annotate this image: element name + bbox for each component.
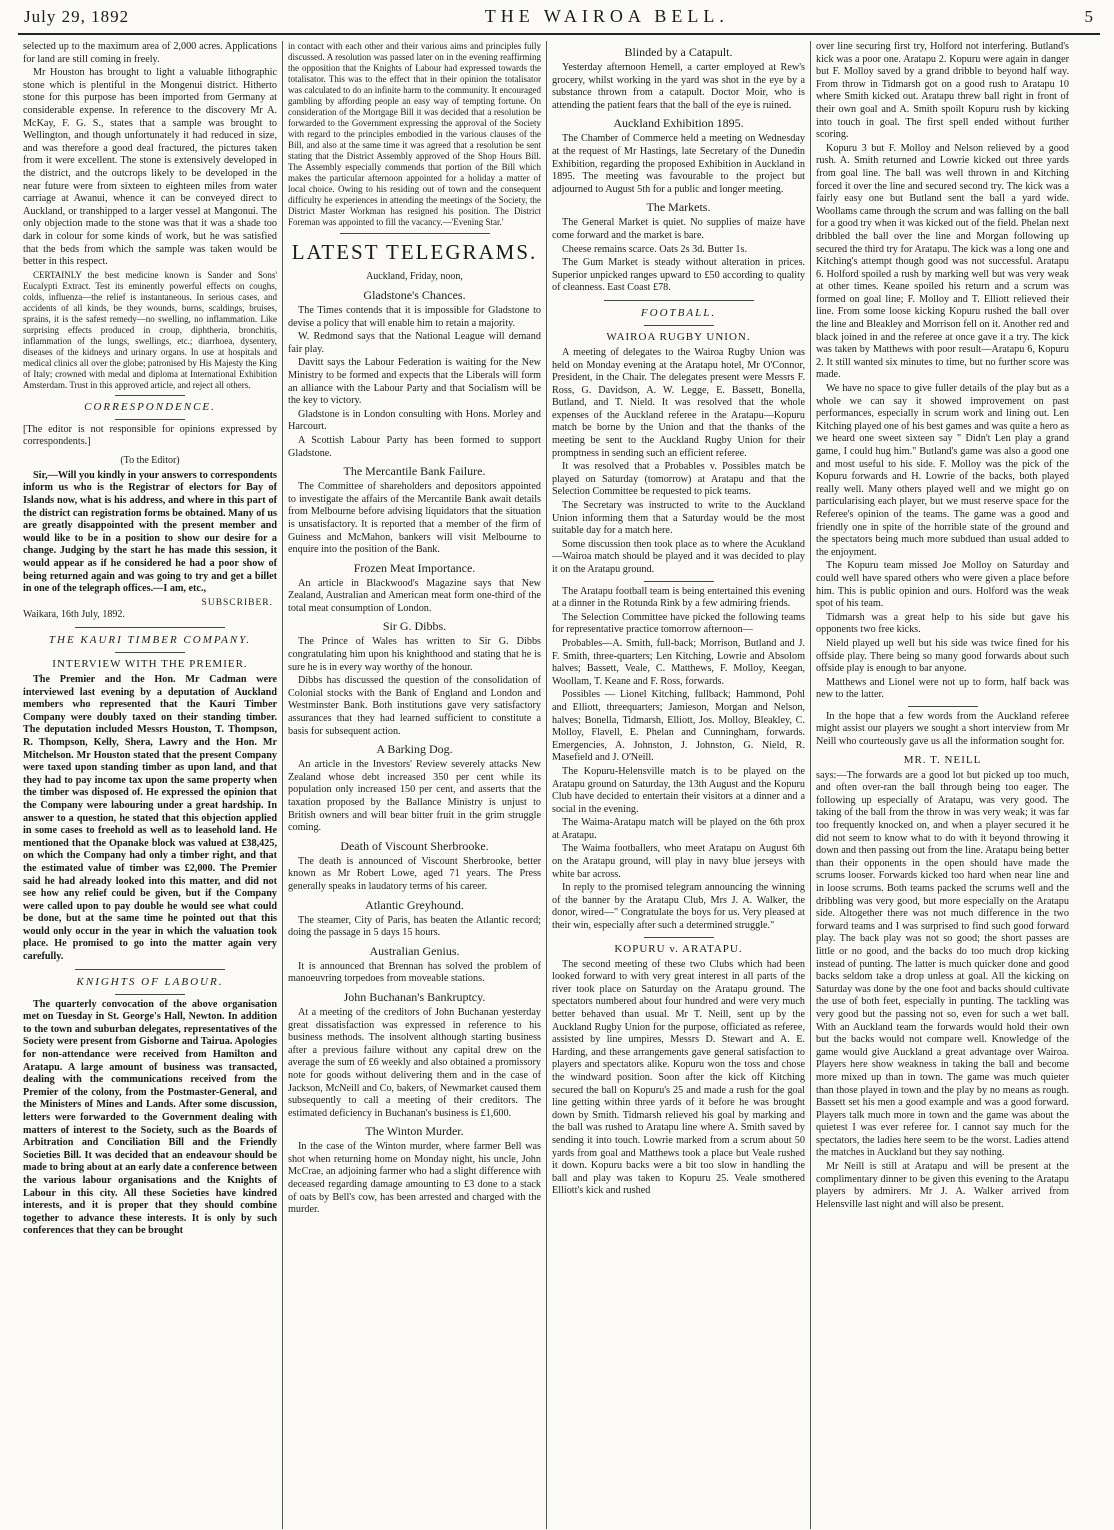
telegram-heading: Australian Genius. bbox=[369, 943, 460, 958]
article-text: Possibles — Lionel Kitching, fullback; Hammond, Pohl and Elliott, threequarters; Jamieson, Morgan and Nelson, halves; Bonella, Tidmarsh, Elliott, Jos. Molloy, Bleakley, C. Molloy, Flavell, E. Phelan and Cunningham, forwards. Emergencies, A. Johnston, J. Johnston, G. Nield, R. Masefield and J. O'Neill. bbox=[552, 689, 805, 764]
telegram-heading: Frozen Meat Importance. bbox=[353, 560, 476, 575]
column-4 bbox=[810, 41, 1074, 1529]
telegram-heading: Blinded by a Catapult. bbox=[624, 45, 733, 59]
article-text: Tidmarsh was a great help to his side but gave his opponents two free kicks. bbox=[816, 611, 1069, 636]
article-text: selected up to the maximum area of 2,000 acres. Applications for land are still coming in freely. bbox=[23, 41, 277, 65]
telegram-heading: John Buchanan's Bankruptcy. bbox=[343, 989, 486, 1004]
article-text: The Waima footballers, who meet Aratapu on August 6th on the Aratapu ground, will play in navy blue jerseys with white bar across. bbox=[552, 843, 805, 880]
issue-date: July 29, 1892 bbox=[24, 7, 130, 26]
divider bbox=[115, 994, 185, 995]
telegram-heading: Auckland Exhibition 1895. bbox=[613, 116, 744, 131]
article-text: The Secretary was instructed to write to the Auckland Union informing them that a Saturday would be the most suitable day for a match here. bbox=[552, 500, 805, 537]
telegram-heading: Death of Viscount Sherbrooke. bbox=[340, 838, 489, 853]
section-heading: KNIGHTS OF LABOUR. bbox=[76, 975, 224, 988]
telegram-text: The Chamber of Commerce held a meeting on Wednesday at the request of Mr Hastings, late Secretary of the Dunedin Exhibition, regarding the proposed Exhibition in Auckland in 1895. The meeting was favourable to the project but adjourned to August 5th for a public and longer meeting. bbox=[552, 133, 805, 195]
letter-body: Sir,—Will you kindly in your answers to correspondents inform us who is the Registrar of electors for Bay of Islands now, what is his address, and where in this part of the district can registration forms be obtained. Many of us are greatly disappointed with the present member and would like to be in a position to show our desire for a change. Judging by the start he has made this session, it would appear as if he considered he had a poor show of being returned again and was going to try and get a billet in one of the telegraph offices.—I am, etc., bbox=[23, 469, 277, 595]
article-text: The quarterly convocation of the above organisation met on Tuesday in St. George's Hall, Newton. In addition to the town and suburban delegates, representatives of the Society were present from Gisborne and Tairua. Apologies for non-attendance were received from Hamilton and Aratapu. A large amount of business was transacted, dealing with the communications received from the Premier of the colony, from the Postmaster-General, and the Ministers of Mines and Lands. After some discussion, letters were forwarded to the Government dealing with matters of interest to the Society, such as the Boards of Arbitration and Conciliation Bill and the Friendly Societies Bill. It was decided that an endeavour should be made to bring about at an early date a conference between the various labour organisations and the Knights of Labour in this city. All these Societies have kindred interests, and it is proper that they should combine together to advance these interests. It is only by such conferences that they can be brought bbox=[23, 998, 277, 1237]
column-1 bbox=[18, 41, 282, 1529]
letter-address: (To the Editor) bbox=[120, 454, 180, 466]
page-number: 5 bbox=[1084, 7, 1094, 26]
telegram-text: The Committee of shareholders and depositors appointed to investigate the affairs of the Mercantile Bank await details from Melbourne before advising liquidators that the situation is unsatisfactory. It is reported that a member of the firm of Guiness and McMahon, bankers will visit Melbourne to enquire into the position of the Bank. bbox=[288, 481, 541, 556]
sub-heading: INTERVIEW WITH THE PREMIER. bbox=[52, 658, 248, 670]
section-heading: CORRESPONDENCE. bbox=[84, 400, 216, 413]
telegram-text: It is announced that Brennan has solved the problem of manoeuvring torpedoes from moveable stations. bbox=[288, 960, 541, 985]
article-text: In reply to the promised telegram announcing the winning of the banner by the Aratapu Club, Mrs J. A. Walker, the donor, wired—" Congratulate the boys for us. Very pleased at their win, especially after such a determined struggle." bbox=[552, 882, 805, 932]
article-text: Nield played up well but his side was twice fined for his offside play. There being so many good forwards about such offside play is enough to bar anyone. bbox=[816, 637, 1069, 675]
article-text: Mr Houston has brought to light a valuable lithographic stone which is plentiful in the Mongenui district. Hitherto stone for this purpose has been imported from Germany at considerable expense. In reference to the discovery Mr A. McKay, F. G. S., states that a sample was brought to Wellington, and though unfortunately it had reduced in size, and was therefore a good deal fractured, the pictures taken from it were excellent. The stone is extensively developed in the district, and the outcrops likely to be developed in the near future were from sixteen to eighteen miles from water carriage at Awanui, whence it can be conveyed direct to Auckland, or transhipped to a larger vessel at Mangonui. The only objection made to the stone was that it was a shade too dark in colour for some kinds of work, but he was satisfied that the beds from which the sample was taken would be better in this respect. bbox=[23, 67, 277, 268]
divider bbox=[340, 233, 490, 234]
telegram-text: At a meeting of the creditors of John Buchanan yesterday great dissatisfaction was expressed in reference to his business methods. The insolvent although starting business after a previous failure without any capital drew on the average the sum of £6 weekly and also obtained a promissory note for goods without delivering them and in the case of Jackson, McNeill and Co, bakers, of Newmarket caused them subsequently to call a meeting of their creditors. The estimated deficiency in Buchanan's business is £1,600. bbox=[288, 1006, 541, 1119]
sub-heading: MR. T. NEILL bbox=[903, 753, 982, 766]
article-text: Matthews and Lionel were not up to form, half back was new to the latter. bbox=[816, 676, 1069, 701]
article-text: The Waima-Aratapu match will be played on the 6th prox at Aratapu. bbox=[552, 817, 805, 841]
divider bbox=[604, 300, 754, 301]
telegram-heading: The Markets. bbox=[646, 200, 711, 215]
section-heading: LATEST TELEGRAMS. bbox=[291, 240, 538, 264]
article-text: over line securing first try, Holford not interfering. Butland's kick was a poor one. Aratapu 2. Kopuru were again in danger but F. Molloy saved by a grand dribble to beyond half way. From throw in Tidmarsh got on a good rush to Aratapu 10 where Smith kicked out. Aratapu threw ball right in front of their own goal and A. Smith spoilt Kopuru rush by kicking into touch in goal. The first spell ended without further scoring. bbox=[816, 41, 1069, 141]
article-text: Mr Neill is still at Aratapu and will be present at the complimentary dinner to be given this evening to the Aratapu players by admirers. Mr J. A. Walker arrived from Helensville last night and will also be present. bbox=[816, 1161, 1069, 1210]
divider bbox=[115, 652, 185, 653]
telegram-text: The Gum Market is steady without alteration in prices. Superior unpicked ranges upward to £50 according to quality of cleanness. East Coast £78. bbox=[552, 257, 805, 294]
column-3 bbox=[546, 41, 810, 1529]
article-text: in contact with each other and their various aims and principles fully discussed. A resolution was passed later on in the evening reaffirming the opposition that the Knights of Labour had expressed towards the totalisator. This was to the effect that in their opinion the totalisator was calculated to do an infinite harm to the community. It encouraged gambling by affording people an easy way of tempting fortune. On consideration of the Mortgage Bill it was decided that a resolution be forwarded to the Government expressing the approval of the Society with regard to the principles embodied in the various clauses of the Bill, and also at the same time it was agreed that a resolution be sent stating that the District Assembly approved of the Shop Hours Bill. The Assembly especially commends that portion of the Bill which makes the particular afternoon appointed for a holiday a matter of local choice. Owing to his residing out of town and the consequent difficulty he experiences in attending the meetings of the Society, the District Master Workman has resigned his position. The District Foreman was appointed to fill the vacancy.—'Evening Star.' bbox=[288, 41, 541, 227]
article-text: In the hope that a few words from the Auckland referee might assist our players we sought a short interview from Mr Neill who courteously gave us all the information sought for. bbox=[816, 710, 1069, 748]
divider bbox=[644, 581, 714, 582]
editor-note: [The editor is not responsible for opinions expressed by correspondents.] bbox=[23, 423, 277, 448]
letter-signature: SUBSCRIBER. bbox=[201, 597, 273, 608]
article-text: The Kopuru-Helensville match is to be played on the Aratapu ground on Saturday, the 13th August and the Kopuru Club have decided to entertain their visitors at a dinner and a social in the evening. bbox=[552, 765, 805, 815]
telegram-text: Yesterday afternoon Hemell, a carter employed at Rew's grocery, whilst working in the yard was shot in the eye by a substance thrown from a catapult. Doctor Moir, who is attending the patient fears that the ball of the eye is ruined. bbox=[552, 62, 805, 111]
article-text: The second meeting of these two Clubs which had been looked forward to with very great interest in all parts of the river took place on Saturday on the Aratapu ground. The spectators numbered about four hundred and were very much better behaved than usual. Mr T. Neill, sent up by the Auckland Rugby Union for the purpose, officiated as referee, assisted by line umpires, Messrs D. Stewart and A. E. Harding, and these arrangements gave general satisfaction to players and spectators alike. Kopuru won the toss and chose the windward position. Soon after the kick off Kitching secured the ball on Kopuru's 25 and made a rush for the goal line getting within three yards of it before he was brought down by Smith. Tidmarsh relieved his goal by marking and the ball was rushed to Aratapu line where A. Smith saved by sending it into touch. Lowrie marked from a scrum about 50 yards from goal and Matthews took a place but Veale rushed it down. Kopuru backs were a bit too slow in handling the ball and play was taken to Kopuru 25. Veale smothered Elliott's kick and rushed bbox=[552, 958, 805, 1197]
telegram-heading: Atlantic Greyhound. bbox=[365, 897, 464, 912]
telegram-text: A Scottish Labour Party has been formed to support Gladstone. bbox=[288, 434, 541, 459]
telegram-text: An article in the Investors' Review severely attacks New Zealand whose debt increased 350 per cent while its population only increased 150 per cent, and asserts that the taxation proposed by the Ballance Ministry is unjust to British owners and will bear bitter fruit in the grim struggle coming. bbox=[288, 759, 541, 834]
telegram-text: An article in Blackwood's Magazine says that New Zealand, Australian and American meat form one-third of the total meat consumption of London. bbox=[288, 577, 541, 614]
telegram-text: The death is announced of Viscount Sherbrooke, better known as Mr Robert Lowe, aged 71 years. The Press generally speaks in laudatory terms of his career. bbox=[288, 855, 541, 892]
telegram-heading: The Mercantile Bank Failure. bbox=[343, 464, 486, 479]
article-text: Kopuru 3 but F. Molloy and Nelson relieved by a good rush. A. Smith returned and Lowrie kicked out three yards from goal line. The ball was well thrown in and Kitching forced it over the line and secured second try. The kick was a fairly easy one but Butland sent the ball a yard wide. Woollams came through the scrum and was falling on the ball for a good try when it was kicked out of the field. Phelan next dribbled the ball over the line and Morgan following up secured the third try for Aratapu. The kick was a long one and Kitching's attempt though good was not successful. Aratapu 6. Holford spoiled a rush by marking well but was very weak at other times. Keane spoiled his return and a scrum was formed on goal line; F. Molloy and T. Elliott relieved their line. From some loose kicking Kopuru rushed the ball over the line and Bleakley and Morrison fell on it. Another red and black joined in and the referee at once gave it a try. The kick was taken by Matthews with poor result—Aratapu 6, Kopuru 2. It still wanted six minutes to time, but no further score was made. bbox=[816, 142, 1069, 381]
article-text: It was resolved that a Probables v. Possibles match be played on Saturday (tomorrow) at Aratapu and that the Selection Committee be requested to pick teams. bbox=[552, 461, 805, 498]
telegram-heading: Sir G. Dibbs. bbox=[382, 619, 447, 634]
newspaper-title: THE WAIROA BELL. bbox=[484, 6, 729, 26]
letter-place: Waikara, 16th July, 1892. bbox=[23, 609, 125, 621]
columns bbox=[18, 41, 1100, 1529]
article-text: says:—The forwards are a good lot but picked up too much, and often over-ran the ball through being too eager. The following up especially of Aratapu, was very good. The taking of the ball from the throw in was very weak; it was far too frequently knocked on, and when a player secured it he did not seem to know what to do with it beyond throwing it down and then passing out from the line. Aratapu being better than their opponents in the open should have made the scrums looser. Forwards kicked too hard when near line and in loose scrums. Both teams packed the scrums well and the dribbling was very good, but more especially on the Aratapu side. Altogether there was not much difference in the two forward teams and I was surprised to find such good forward play. The back play was not so good; the short passes are little or no good, and the backs do too much drop kicking instead of punting. The latter is much quicker done and good backs seldom take a drop unless at goal. All the kicking on Saturday was done by the one foot and backs should cultivate the use of both feet, especially in punting. The tackling was very good but the passing not so, even for such a wet ball. With an Auckland team the forwards would hold their own but the backs would not compare well. Knowledge of the game would give Auckland a great advantage over Wairoa. Players here show weakness in taking the ball and become more mixed up than in town. The game was much quieter than those played in town and the play by no means as rough. Bassett set his men a good example and was a good forward. Players talk much more in town and the game was about the quietest I was ever referee for. I cannot say much for the spectators, the ladies here seem to be the worst. Ladies attend the matches in Auckland but they say nothing. bbox=[816, 769, 1069, 1159]
sub-heading: KOPURU v. ARATAPU. bbox=[614, 942, 743, 955]
telegram-text: Gladstone is in London consulting with Hons. Morley and Harcourt. bbox=[288, 408, 541, 433]
divider bbox=[75, 627, 225, 628]
telegram-text: The Times contends that it is impossible for Gladstone to devise a policy that will enable him to retain a majority. bbox=[288, 305, 541, 329]
article-text: A meeting of delegates to the Wairoa Rugby Union was held on Monday evening at the Aratapu hotel, Mr O'Connor, President, in the Chair. The delegates present were Messrs F. Ross, G. Davidson, A. W. Legge, E. Bassett, Bonella, Butland, and T. Nield. It was resolved that the whole expenses of the Auckland referee in the Aratapu—Kopuru match be borne by the Union and that the thanks of the meeting be sent to the Auckland Rugby Union for their promptness in sending such an efficient referee. bbox=[552, 346, 805, 459]
article-text: Some discussion then took place as to where the Acukland—Wairoa match should be played and it was decided to play it on the Aratapu ground. bbox=[552, 538, 805, 575]
section-heading: FOOTBALL. bbox=[640, 306, 717, 319]
telegram-heading: A Barking Dog. bbox=[376, 742, 453, 757]
article-text: The Aratapu football team is being entertained this evening at a dinner in the Rotunda Rink by a few admiring friends. bbox=[552, 585, 805, 610]
article-text: The Kopuru team missed Joe Molloy on Saturday and could well have spared others who were given a place before him. This is public opinion and ours. Holford was the weak spot of his team. bbox=[816, 560, 1069, 610]
telegram-heading: Gladstone's Chances. bbox=[363, 288, 466, 302]
telegram-text: W. Redmond says that the National League will demand fair play. bbox=[288, 331, 541, 355]
telegram-text: Dibbs has discussed the question of the consolidation of Colonial stocks with the Bank of England and London and Westminster Bank. Both institutions gave very satisfactory assurances that they had learned sufficient to constitute a basis for subsequent action. bbox=[288, 675, 541, 737]
telegram-text: The General Market is quiet. No supplies of maize have come forward and the market is bare. bbox=[552, 217, 805, 241]
telegram-text: The Prince of Wales has written to Sir G. Dibbs congratulating him upon his knighthood and stating that he is sure he is in every way worthy of the honour. bbox=[288, 636, 541, 673]
dateline: Auckland, Friday, noon, bbox=[366, 271, 463, 282]
divider bbox=[644, 325, 714, 326]
sub-heading: WAIROA RUGBY UNION. bbox=[606, 330, 751, 343]
telegram-text: The steamer, City of Paris, has beaten the Atlantic record; doing the passage in 5 days 15 hours. bbox=[288, 914, 541, 939]
column-2 bbox=[282, 41, 546, 1529]
section-heading: THE KAURI TIMBER COMPANY. bbox=[48, 634, 252, 646]
telegram-heading: The Winton Murder. bbox=[365, 1124, 464, 1139]
article-text: The Premier and the Hon. Mr Cadman were interviewed last evening by a deputation of Auckland members who represented that the Kauri Timber Company were doubly taxed on their standing timber. The deputation included Messrs Houston, T. Thompson, R. Thompson, Kelly, Shera, Lawry and the Hon. Mr Mitchelson. Mr Houston stated that the present Company were taxed upon standing timber as upon land, and that they had to pay income tax upon the same property when the timber was disposed of. He expressed the opinion that the Company were labouring under a great hardship. In answer to a question, he stated that this objection applied in some cases to freehold as well as to leasehold land. He mentioned that the Opanake block was valued at £38,425, on which the Company had only a timber right, and that the estimated value of timber was £2,000. The Premier said he had already looked into this matter, and did not see how any relief could be given, but if the Company were called upon to pay double he would see what could be done, but at the same time he pointed out that this would only occur in the year in which the valuation took place. He promised to go into the matter again very carefully. bbox=[23, 674, 277, 963]
masthead bbox=[18, 6, 1100, 35]
telegram-text: Davitt says the Labour Federation is waiting for the New Ministry to be formed and expects that the Liberals will form an alliance with the Labour Party and that Socialism will be the key to victory. bbox=[288, 357, 541, 407]
divider bbox=[644, 937, 714, 938]
divider bbox=[908, 706, 978, 707]
article-text: Probables—A. Smith, full-back; Morrison, Butland and J. F. Smith, three-quarters; Len Kitching, Lowrie and Absolom halves; Bassett, Veale, C. Matthews, F. Molloy, Keegan, Woollam, T. Keane and F. Ross, forwards. bbox=[552, 637, 805, 687]
article-text: We have no space to give fuller details of the play but as a whole we can say it showed improvement on past performances, especially in scrum work and lining out. Len Kitching played one of his best games and was quite a hero as we heard one sweet sixteen say " Didn't Len play a grand game, I could hug him." Butland's game was also a good one and most useful to his side. F. Molloy was the pick of the Kopuru forwards and H. Lowrie of the backs, both played really well. Many others played well and we might go on particularising each player, but we must reserve space for the Referee's opinion of the teams. The game was a good and friendly one in spite of the horrible state of the ground and the spectators being much more subdued than usual added to the enjoyment. bbox=[816, 383, 1069, 558]
telegram-text: Cheese remains scarce. Oats 2s 3d. Butter 1s. bbox=[562, 243, 748, 255]
article-text: The Selection Committee have picked the following teams for representative practice tomorrow afternoon— bbox=[552, 611, 805, 636]
divider bbox=[115, 419, 185, 420]
telegram-text: In the case of the Winton murder, where farmer Bell was shot when returning home on Monday night, his uncle, John McCrae, an adjoining farmer who had a slight difference with deceased regarding damage amounting to £3 done to a stack of oats by Bell's cow, has been arrested and charged with the murder. bbox=[288, 1141, 541, 1216]
divider bbox=[75, 969, 225, 970]
divider bbox=[115, 395, 185, 396]
advertisement: CERTAINLY the best medicine known is Sander and Sons' Eucalypti Extract. Test its eminently powerful effects on coughs, colds, influenza—the relief is instantaneous. In serious cases, and accidents of all kinds, be they wounds, burns, scaldings, bruises, sprains, it is the safest remedy—no swelling, no inflammation. Like surprising effects produced in croup, diphtheria, bronchitis, inflammation of the lungs, swellings, etc.; diarrhoea, dysentery, diseases of the kidneys and urinary organs. In use at hospitals and medical clinics all over the globe; patronised by His Majesty the King of Italy; crowned with medal and diploma at International Exhibition Amsterdam. Trust in this approved article, and reject all others. bbox=[23, 269, 277, 390]
